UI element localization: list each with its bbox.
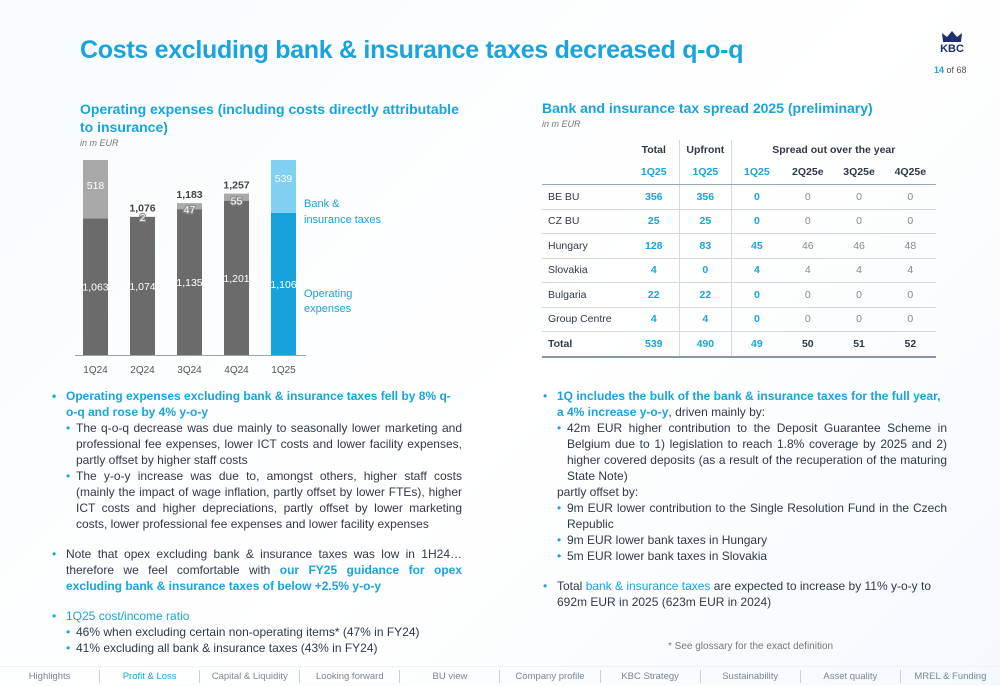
page-current: 14 <box>934 65 944 75</box>
tax-value-label: 539 <box>275 173 293 185</box>
table-subheader-cell: 3Q25e <box>833 160 884 185</box>
bullet-srf-czech: • 9m EUR lower contribution to the Single Resolution Fund in the Czech Republic <box>543 500 947 532</box>
nav-item-profit-loss[interactable]: Profit & Loss <box>100 670 200 683</box>
row-label: BE BU <box>542 185 628 210</box>
cell-q4: 0 <box>885 307 936 332</box>
table-subheader-cell: 4Q25e <box>885 160 936 185</box>
row-label: Hungary <box>542 234 628 259</box>
tax-bar <box>271 160 296 213</box>
page-total: of 68 <box>944 65 967 75</box>
opex-value-label: 1,135 <box>176 277 202 289</box>
opex-chart-unit: in m EUR <box>80 138 119 148</box>
total-value-label: 1,076 <box>129 203 155 215</box>
nav-item-kbc-strategy[interactable]: KBC Strategy <box>601 670 701 683</box>
cell-q3: 0 <box>833 307 884 332</box>
row-label: Bulgaria <box>542 283 628 308</box>
nav-item-sustainability[interactable]: Sustainability <box>701 670 801 683</box>
cell-total: 4 <box>628 258 679 283</box>
cell-q1: 45 <box>731 234 782 259</box>
nav-item-asset-quality[interactable]: Asset quality <box>801 670 901 683</box>
cell-upfront: 0 <box>680 258 732 283</box>
cell-q2: 0 <box>782 209 833 234</box>
table-row <box>542 209 936 234</box>
x-tick-label: 4Q24 <box>224 365 249 376</box>
cell-q4: 52 <box>885 332 936 357</box>
x-tick-label: 1Q24 <box>83 365 108 376</box>
cell-q2: 50 <box>782 332 833 357</box>
cell-upfront: 22 <box>680 283 732 308</box>
legend-tax-line2: insurance taxes <box>304 214 382 226</box>
nav-item-looking-forward[interactable]: Looking forward <box>300 670 400 683</box>
total-taxes-highlight: bank & insurance taxes <box>586 579 711 593</box>
cell-q3: 46 <box>833 234 884 259</box>
opex-value-label: 1,063 <box>82 282 108 294</box>
opex-chart-title: Operating expenses (including costs directly attributable to insurance) <box>80 100 460 136</box>
cell-q4: 0 <box>885 283 936 308</box>
tax-spread-table <box>542 140 936 358</box>
bullet-total-taxes <box>543 578 947 610</box>
legend-opex-line2: expenses <box>304 303 352 315</box>
tax-value-label: 55 <box>231 196 243 208</box>
cell-total: 4 <box>628 307 679 332</box>
cell-total: 22 <box>628 283 679 308</box>
cell-q4: 48 <box>885 234 936 259</box>
x-tick-label: 3Q24 <box>177 365 202 376</box>
table-row <box>542 283 936 308</box>
cell-q3: 0 <box>833 185 884 210</box>
guidance-text: Note that opex excluding bank & insurance taxes was low in 1H24… therefore we feel comfortable with <box>66 547 462 577</box>
cell-q2: 0 <box>782 307 833 332</box>
table-subheader-cell: 1Q25 <box>628 160 679 185</box>
x-tick-label: 1Q25 <box>271 365 296 376</box>
bullet-guidance <box>52 546 462 594</box>
bullet-hungary-taxes: • 9m EUR lower bank taxes in Hungary <box>543 532 947 548</box>
opex-commentary <box>52 388 462 656</box>
table-header-blank <box>542 140 628 160</box>
cell-q1: 0 <box>731 307 782 332</box>
table-subheader-blank <box>542 160 628 185</box>
total-value-label: 1,257 <box>223 180 249 192</box>
total-taxes-pre: Total <box>557 579 586 593</box>
table-row <box>542 258 936 283</box>
cell-total: 356 <box>628 185 679 210</box>
total-taxes-rest: are expected to increase by 11% y-o-y to 692m EUR in 2025 (623m EUR in 2024) <box>557 579 931 609</box>
cell-q3: 51 <box>833 332 884 357</box>
bullet-opex-change: • Operating expenses excluding bank & insurance taxes fell by 8% q-o-q and rose by 4% y-o-y <box>52 388 462 420</box>
cell-q1: 0 <box>731 283 782 308</box>
cell-q3: 4 <box>833 258 884 283</box>
bullet-dgs-belgium: • 42m EUR higher contribution to the Deposit Guarantee Scheme in Belgium due to 1) legislation to reach 1.8% coverage by 2025 and 2) higher covered deposits (as a result of the recuperation of the maturing State Note) <box>543 420 947 484</box>
cell-upfront: 356 <box>680 185 732 210</box>
cell-q3: 0 <box>833 283 884 308</box>
bullet-cir-excl-taxes: • 41% excluding all bank & insurance taxes (43% in FY24) <box>52 640 462 656</box>
cell-q2: 0 <box>782 283 833 308</box>
cell-q1: 0 <box>731 209 782 234</box>
opex-bar-chart <box>70 160 390 382</box>
table-row <box>542 234 936 259</box>
logo-text: KBC <box>934 44 970 55</box>
cell-q2: 4 <box>782 258 833 283</box>
guidance-highlight: our FY25 guidance for opex excluding bank & insurance taxes of below +2.5% y-o-y <box>66 563 462 593</box>
partly-offset-label: partly offset by: <box>543 484 947 500</box>
tax-value-label: 2 <box>140 212 146 224</box>
cell-q1: 4 <box>731 258 782 283</box>
tax-table-title: Bank and insurance tax spread 2025 (preliminary) <box>542 100 873 116</box>
tax-table-unit: in m EUR <box>542 119 581 129</box>
cell-total: 25 <box>628 209 679 234</box>
tax-value-label: 518 <box>87 180 105 192</box>
table-row <box>542 185 936 210</box>
row-label: Group Centre <box>542 307 628 332</box>
section-navigation <box>0 666 1000 686</box>
bullet-slovakia-taxes: • 5m EUR lower bank taxes in Slovakia <box>543 548 947 564</box>
cell-q1: 0 <box>731 185 782 210</box>
bullet-tax-bulk <box>543 388 947 420</box>
nav-item-company-profile[interactable]: Company profile <box>500 670 600 683</box>
cell-q2: 0 <box>782 185 833 210</box>
table-header-spread: Spread out over the year <box>731 140 936 160</box>
table-total-row <box>542 332 936 357</box>
bullet-cost-income-ratio: • 1Q25 cost/income ratio <box>52 608 462 624</box>
crown-icon <box>941 30 963 43</box>
table-header-upfront: Upfront <box>680 140 732 160</box>
x-tick-label: 2Q24 <box>130 365 155 376</box>
page-number <box>934 65 967 75</box>
row-label: Total <box>542 332 628 357</box>
total-value-label: 1,183 <box>176 189 202 201</box>
table-header-total: Total <box>628 140 679 160</box>
table-subheader-cell: 2Q25e <box>782 160 833 185</box>
legend-opex-line1: Operating <box>304 288 352 300</box>
cell-q4: 4 <box>885 258 936 283</box>
legend-tax-line1: Bank & <box>304 198 340 210</box>
cell-q4: 0 <box>885 209 936 234</box>
row-label: CZ BU <box>542 209 628 234</box>
bullet-cir-non-operating: • 46% when excluding certain non-operating items* (47% in FY24) <box>52 624 462 640</box>
table-subheader-cell: 1Q25 <box>680 160 732 185</box>
cell-total: 539 <box>628 332 679 357</box>
nav-item-mrel-funding[interactable]: MREL & Funding <box>901 670 1000 683</box>
page-title: Costs excluding bank & insurance taxes decreased q-o-q <box>80 36 743 65</box>
nav-item-capital-liquidity[interactable]: Capital & Liquidity <box>200 670 300 683</box>
table-row <box>542 307 936 332</box>
bullet-yoy-explanation: • The y-o-y increase was due to, amongst others, higher staff costs (mainly the impact of wage inflation, partly offset by lower FTEs), higher ICT costs and higher depreciations, partly offset by lower marketing costs, lower professional fee expenses and lower facility expenses <box>52 468 462 532</box>
tax-bulk-highlight: 1Q includes the bulk of the bank & insurance taxes for the full year, a 4% increase y-o-y <box>557 389 940 419</box>
cell-q4: 0 <box>885 185 936 210</box>
nav-item-bu-view[interactable]: BU view <box>400 670 500 683</box>
tax-value-label: 47 <box>184 204 196 216</box>
cell-upfront: 83 <box>680 234 732 259</box>
cell-q1: 49 <box>731 332 782 357</box>
opex-value-label: 1,074 <box>129 281 155 293</box>
table-subheader-cell: 1Q25 <box>731 160 782 185</box>
cell-q2: 46 <box>782 234 833 259</box>
footnote: * See glossary for the exact definition <box>668 641 833 652</box>
tax-bulk-text: , driven mainly by: <box>668 405 765 419</box>
cell-q3: 0 <box>833 209 884 234</box>
bullet-qoq-explanation: • The q-o-q decrease was due mainly to seasonally lower marketing and professional fee expenses, lower ICT costs and lower facility expenses, partly offset by higher staff costs <box>52 420 462 468</box>
cell-upfront: 490 <box>680 332 732 357</box>
opex-value-label: 1,106 <box>270 279 296 291</box>
row-label: Slovakia <box>542 258 628 283</box>
nav-item-highlights[interactable]: Highlights <box>0 670 100 683</box>
opex-value-label: 1,201 <box>223 273 249 285</box>
cell-upfront: 4 <box>680 307 732 332</box>
cell-upfront: 25 <box>680 209 732 234</box>
kbc-logo <box>934 30 970 55</box>
tax-commentary <box>543 388 947 610</box>
cell-total: 128 <box>628 234 679 259</box>
